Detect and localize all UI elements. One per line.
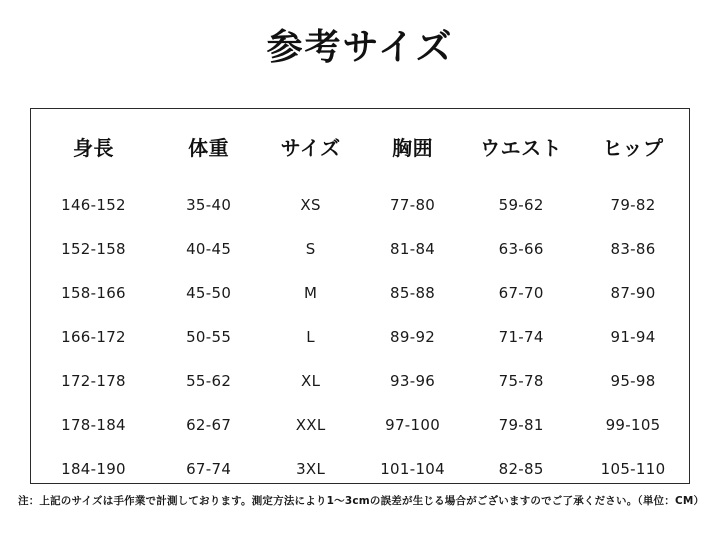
cell-height: 158-166 [61,284,126,302]
cell-waist: 63-66 [498,240,544,258]
cell-size: XS [300,196,321,214]
cell-waist: 59-62 [498,196,544,214]
cell-size: M [304,284,318,302]
cell-height: 166-172 [61,328,126,346]
cell-weight: 50-55 [186,328,232,346]
cell-hip: 83-86 [610,240,656,258]
table-row [31,183,689,227]
cell-size: S [305,240,316,258]
table-row [31,271,689,315]
column-header-size: サイズ [280,135,341,160]
measurement-disclaimer: 注：上記のサイズは手作業で計測しております。測定方法により1～3cmの誤差が生じる場合がございますのでご了承ください。（単位：CM） [18,495,705,507]
cell-weight: 45-50 [186,284,232,302]
table-header-row [31,109,689,183]
cell-bust: 97-100 [385,416,441,434]
table-row [31,447,689,491]
cell-height: 146-152 [61,196,126,214]
cell-bust: 101-104 [380,460,445,478]
cell-hip: 87-90 [610,284,656,302]
cell-weight: 67-74 [186,460,232,478]
cell-size: XL [301,372,321,390]
cell-weight: 35-40 [186,196,232,214]
cell-bust: 77-80 [390,196,436,214]
column-header-bust: 胸囲 [392,135,434,160]
cell-waist: 75-78 [498,372,544,390]
cell-hip: 105-110 [600,460,666,478]
cell-height: 152-158 [61,240,126,258]
cell-weight: 55-62 [186,372,232,390]
cell-size: XXL [295,416,326,434]
cell-hip: 95-98 [610,372,656,390]
cell-waist: 67-70 [498,284,544,302]
cell-bust: 81-84 [390,240,436,258]
cell-height: 184-190 [61,460,126,478]
cell-weight: 62-67 [186,416,232,434]
size-table [31,109,689,491]
page-title: 参考サイズ [266,27,454,68]
cell-bust: 93-96 [390,372,436,390]
cell-bust: 89-92 [390,328,436,346]
cell-hip: 99-105 [605,416,661,434]
table-row [31,359,689,403]
cell-size: L [306,328,315,346]
column-header-hip: ヒップ [602,135,664,160]
cell-waist: 71-74 [498,328,544,346]
cell-waist: 82-85 [498,460,544,478]
cell-waist: 79-81 [498,416,544,434]
table-row [31,315,689,359]
cell-height: 178-184 [61,416,126,434]
table-row [31,227,689,271]
column-header-height: 身長 [73,135,114,160]
cell-hip: 79-82 [610,196,656,214]
table-header [31,109,689,183]
cell-size: 3XL [296,460,326,478]
cell-bust: 85-88 [390,284,436,302]
cell-height: 172-178 [61,372,126,390]
size-table-container [30,108,690,484]
column-header-weight: 体重 [188,135,230,160]
cell-weight: 40-45 [186,240,232,258]
table-body [31,183,689,491]
table-row [31,403,689,447]
cell-hip: 91-94 [610,328,656,346]
column-header-waist: ウエスト [480,135,563,160]
